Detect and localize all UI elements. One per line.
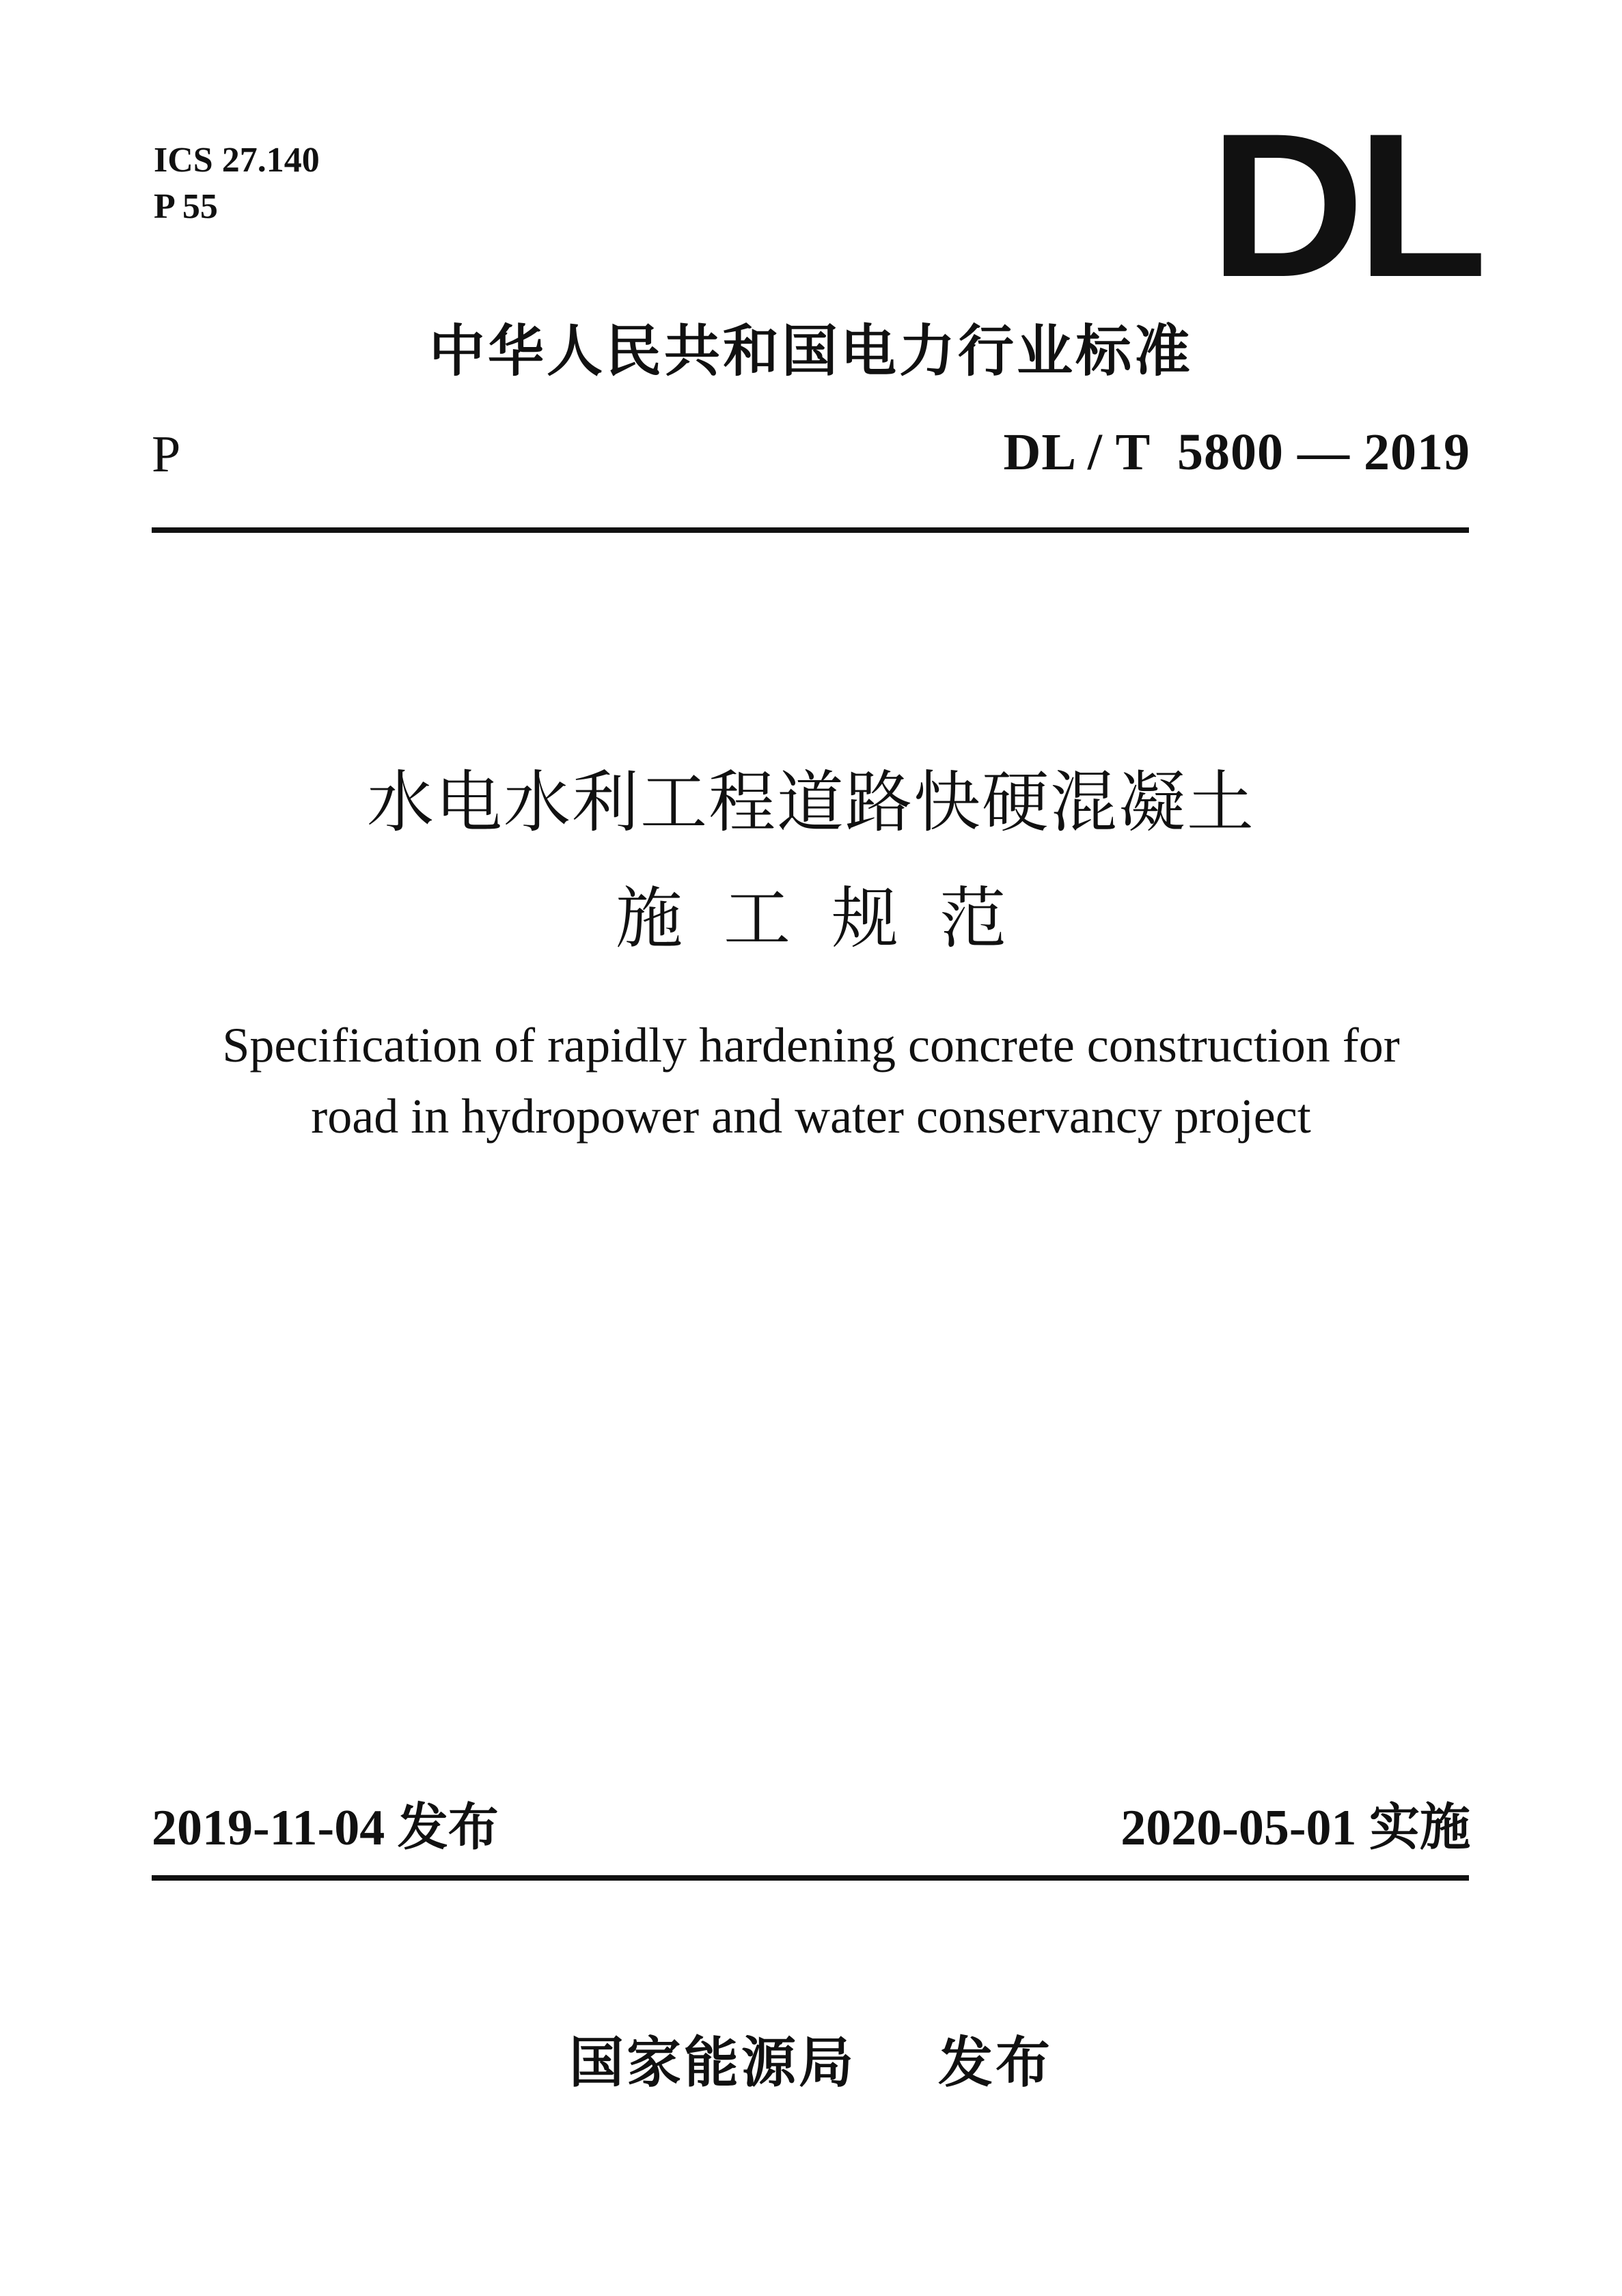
issue-date-block [152,1793,499,1862]
issuer-name: 国家能源局 [569,2031,856,2094]
issuer-block [0,2025,1622,2101]
issue-date: 2019-11-04 [152,1800,385,1856]
title-cn-line2: 施工规范 [615,880,1047,958]
implement-date-block [1121,1793,1470,1862]
standard-number: DL / T 5800 — 2019 [1003,424,1470,481]
implement-label: 实施 [1369,1798,1470,1857]
p-code: P [152,426,181,483]
implement-date: 2020-05-01 [1121,1800,1357,1856]
bottom-divider [152,1875,1469,1881]
issue-label: 发布 [397,1798,499,1857]
title-en-line2: road in hydropower and water conservancy project [311,1089,1311,1144]
title-cn-line1: 水电水利工程道路快硬混凝土 [366,764,1255,842]
top-divider [152,527,1469,533]
dl-logo: DL [1209,90,1479,320]
ics-code: ICS 27.140 [154,141,320,180]
standard-category: 中华人民共和国电力行业标准 [428,319,1193,384]
classification-code: P 55 [154,187,218,226]
issuer-label: 发布 [938,2031,1053,2094]
title-en-line1: Specification of rapidly hardening concrete construction for [222,1018,1400,1073]
